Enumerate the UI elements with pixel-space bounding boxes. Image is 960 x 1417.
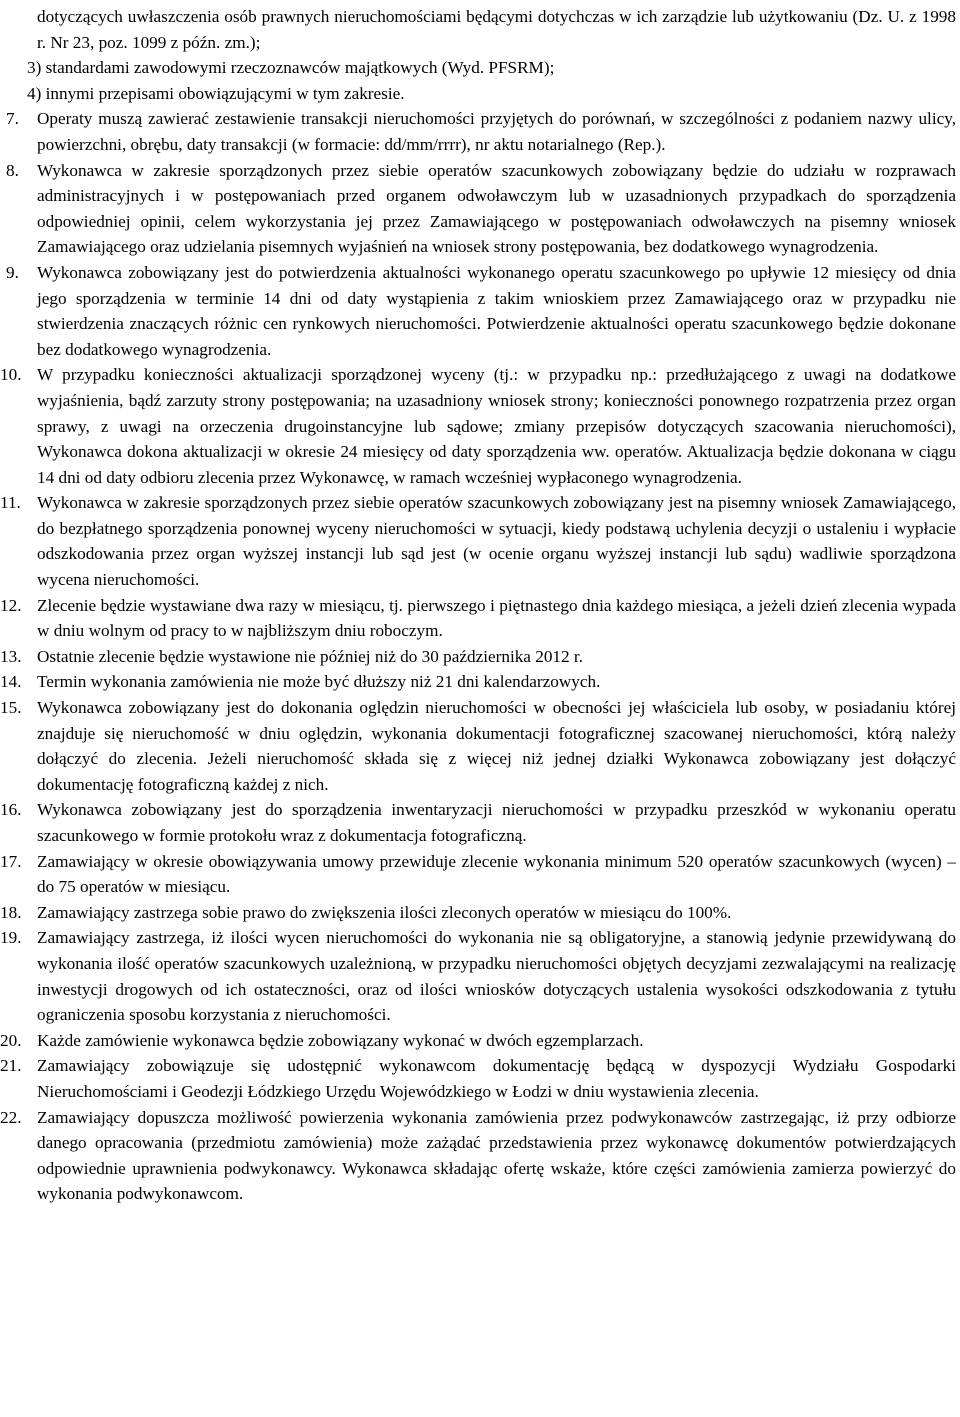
item-text: Zlecenie będzie wystawiane dwa razy w miesiącu, tj. pierwszego i piętnastego dnia każdego miesiąca, a jeżeli dzień zlecenia wypada w dniu wolnym od pracy to w najbliższym dniu roboczym. — [37, 595, 956, 641]
sub-item-3: 3) standardami zawodowymi rzeczoznawców majątkowych (Wyd. PFSRM); — [27, 58, 555, 78]
item-number: 18. — [0, 902, 22, 922]
item-number: 20. — [0, 1030, 22, 1050]
item-number: 7. — [6, 109, 19, 129]
item-text: Ostatnie zlecenie będzie wystawione nie później niż do 30 października 2012 r. — [37, 646, 583, 666]
item-text: Wykonawca zobowiązany jest do dokonania oględzin nieruchomości w obecności jej właściciela lub osoby, w posiadaniu której znajduje się nieruchomość w dniu oględzin, wykonania dokumentacji fotograficznej szacowanej nieruchomości, którą należy dołączyć do zlecenia. Jeżeli nieruchomość składa się z więcej niż jednej działki Wykonawca zobowiązany jest dołączyć dokumentację fotograficzną każdej z nich. — [37, 698, 956, 794]
list-item-15 — [0, 695, 956, 797]
list-item-11 — [0, 490, 956, 592]
list-item-13 — [0, 644, 956, 670]
item-number: 13. — [0, 646, 22, 666]
item-text: Wykonawca w zakresie sporządzonych przez siebie operatów szacunkowych zobowiązany jest na pisemny wniosek Zamawiającego, do bezpłatnego sporządzenia ponownej wyceny nieruchomości w sytuacji, kiedy podstawą uchylenia decyzji o ustaleniu i wypłacie odszkodowania przez organ wyższej instancji lub sąd jest (w ocenie organu wyższej instancji lub sądu) wadliwie sporządzona wycena nieruchomości. — [37, 493, 956, 590]
item-number: 22. — [0, 1107, 22, 1127]
item-text: Operaty muszą zawierać zestawienie transakcji nieruchomości przyjętych do porównań, w szczególności z podaniem nazwy ulicy, powierzchni, obrębu, daty transakcji (w formacie: dd/mm/rrrr), nr aktu notarialnego (Rep.). — [37, 109, 956, 154]
item-number: 11. — [0, 493, 21, 513]
list-item-20 — [0, 1028, 956, 1054]
item-number: 8. — [6, 160, 19, 180]
sub-item-4: 4) innymi przepisami obowiązującymi w tym zakresie. — [27, 83, 405, 103]
item-text: Każde zamówienie wykonawca będzie zobowiązany wykonać w dwóch egzemplarzach. — [37, 1030, 644, 1050]
list-item-17 — [0, 849, 956, 900]
item-number: 21. — [0, 1056, 22, 1076]
list-item-16 — [0, 797, 956, 848]
item-number: 16. — [0, 800, 22, 820]
item-text: Zamawiający zastrzega sobie prawo do zwiększenia ilości zleconych operatów w miesiącu do 100%. — [37, 902, 732, 922]
item-number: 15. — [0, 698, 22, 718]
continuation-paragraph: dotyczących uwłaszczenia osób prawnych nieruchomościami będącymi dotychczas w ich zarządzie lub użytkowaniu (Dz. U. z 1998 r. Nr 23, poz. 1099 z późn. zm.); — [37, 7, 956, 52]
list-item-8 — [0, 158, 956, 260]
item-text: W przypadku konieczności aktualizacji sporządzonej wyceny (tj.: w przypadku np.: przedłużającego z uwagi na dodatkowe wyjaśnienia, bądź zarzuty strony postępowania; na uzasadniony wniosek strony; konieczności ponownego rozpatrzenia przez organ sprawy, z uwagi na orzeczenia drugoinstancyjne lub sądowe; zmiany przepisów dotyczących szacowania nieruchomości), Wykonawca dokona aktualizacji w okresie 24 miesięcy od daty sporządzenia ww. operatów. Aktualizacja będzie dokonana w ciągu 14 dni od daty odbioru zlecenia przez Wykonawcę, w ramach wcześniej wypłaconego wynagrodzenia. — [37, 365, 956, 487]
item-number: 14. — [0, 672, 22, 692]
item-number: 17. — [0, 851, 22, 871]
list-item-9 — [0, 260, 956, 362]
list-item-18 — [0, 900, 956, 926]
list-item-7 — [0, 106, 956, 157]
item-number: 12. — [0, 595, 22, 615]
list-item-14 — [0, 669, 956, 695]
item-text: Termin wykonania zamówienia nie może być dłuższy niż 21 dni kalendarzowych. — [37, 672, 601, 692]
item-text: Zamawiający zobowiązuje się udostępnić wykonawcom dokumentację będącą w dyspozycji Wydziału Gospodarki Nieruchomościami i Geodezji Łódzkiego Urzędu Wojewódzkiego w Łodzi w dniu wystawienia zlecenia. — [37, 1056, 956, 1101]
item-number: 19. — [0, 928, 22, 948]
item-text: Zamawiający dopuszcza możliwość powierzenia wykonania zamówienia przez podwykonawców zastrzegając, iż przy odbiorze danego opracowania (przedmiotu zamówienia) może zażądać przedstawienia przez wykonawcę dokumentów potwierdzających odpowiednie uprawnienia podwykonawcy. Wykonawca składając ofertę wskaże, które części zamówienia zamierza powierzyć do wykonania podwykonawcom. — [37, 1107, 956, 1204]
item-text: Wykonawca zobowiązany jest do sporządzenia inwentaryzacji nieruchomości w przypadku przeszkód w wykonaniu operatu szacunkowego w formie protokołu wraz z dokumentacja fotograficzną. — [37, 800, 956, 845]
item-number: 10. — [0, 365, 22, 385]
item-text: Wykonawca zobowiązany jest do potwierdzenia aktualności wykonanego operatu szacunkowego po upływie 12 miesięcy od dnia jego sporządzenia w terminie 14 dni od daty wystąpienia z takim wnioskiem przez Zamawiającego oraz w przypadku nie stwierdzenia znaczących różnic cen rynkowych nieruchomości. Potwierdzenie aktualności operatu szacunkowego będzie dokonane bez dodatkowego wynagrodzenia. — [37, 262, 956, 359]
item-text: Zamawiający w okresie obowiązywania umowy przewiduje zlecenie wykonania minimum 520 operatów szacunkowych (wycen) – do 75 operatów w miesiącu. — [37, 851, 956, 897]
item-text: Wykonawca w zakresie sporządzonych przez siebie operatów szacunkowych zobowiązany będzie do udziału w rozprawach administracyjnych i w postępowaniach przed organem odwoławczym lub w uzasadnionych przypadkach do sporządzenia odpowiedniej opinii, celem wykorzystania jej przez Zamawiającego w postępowaniach odwoławczych na pisemny wniosek Zamawiającego oraz udzielania pisemnych wyjaśnień na wniosek strony postępowania, bez dodatkowego wynagrodzenia. — [37, 160, 956, 257]
list-item-21 — [0, 1053, 956, 1104]
item-number: 9. — [6, 262, 19, 282]
list-item-12 — [0, 593, 956, 644]
item-text: Zamawiający zastrzega, iż ilości wycen nieruchomości do wykonania nie są obligatoryjne, a stanowią jedynie przewidywaną do wykonania ilość operatów szacunkowych uzależnioną, w przypadku nieruchomości objętych decyzjami zezwalającymi na realizację inwestycji drogowych od ich ostateczności, oraz od ilości wniosków dotyczących ustalenia wysokości odszkodowania z tytułu ograniczenia sposobu korzystania z nieruchomości. — [37, 928, 956, 1025]
list-item-22 — [0, 1105, 956, 1207]
list-item-10 — [0, 362, 956, 490]
list-item-19 — [0, 925, 956, 1027]
